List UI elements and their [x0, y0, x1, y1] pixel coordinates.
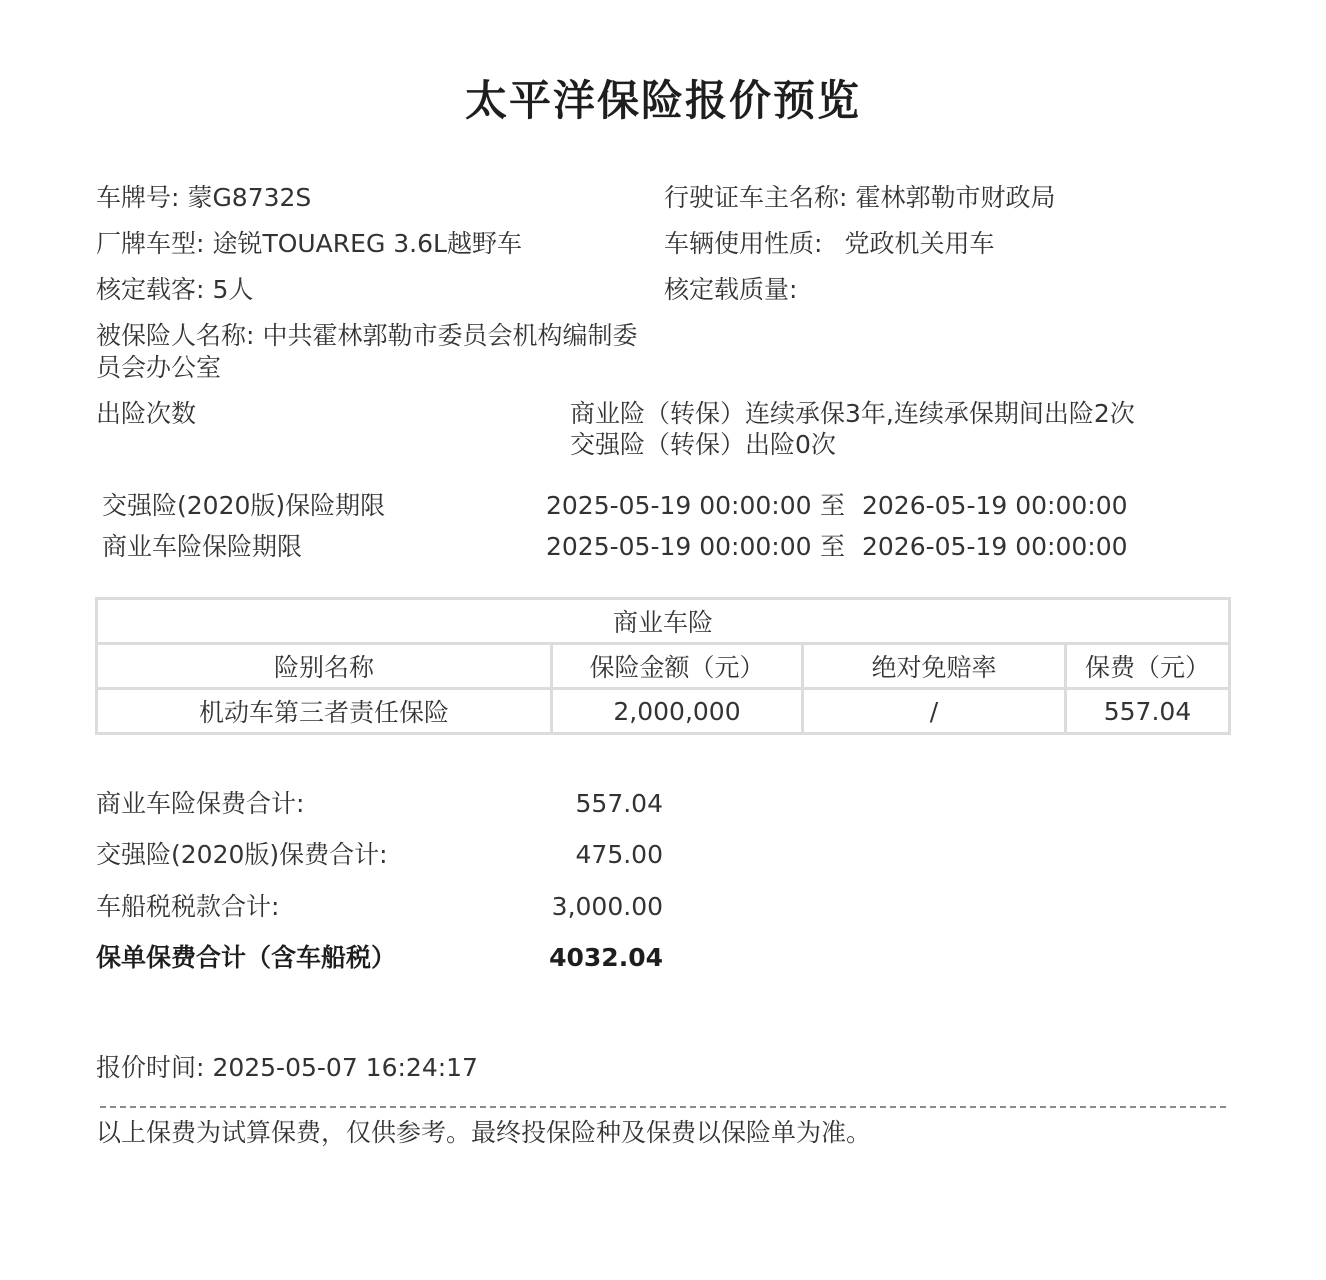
period-commercial-label: 商业车险保险期限 [102, 532, 303, 561]
seats-value: 5人 [212, 275, 254, 304]
owner-label: 行驶证车主名称: [664, 183, 848, 212]
plate-label: 车牌号: [96, 183, 180, 212]
commercial-insurance-table [95, 597, 1231, 735]
plate-value: 蒙G8732S [187, 183, 312, 212]
seats-field [96, 273, 253, 307]
header-deductible: 绝对免赔率 [803, 644, 1066, 689]
load-label: 核定载质量: [664, 275, 798, 304]
cell-deductible: / [803, 689, 1066, 734]
table-caption: 商业车险 [97, 599, 1230, 644]
usage-value: 党政机关用车 [844, 229, 995, 258]
seats-label: 核定载客: [96, 275, 205, 304]
insured-field [96, 320, 656, 384]
period-compulsory-sep: 至 [820, 491, 846, 520]
insured-label: 被保险人名称: [96, 321, 255, 350]
usage-field [664, 227, 994, 261]
sum-tax-label: 车船税税款合计: [96, 892, 280, 921]
claims-commercial: 商业险（转保）连续承保3年,连续承保期间出险2次 [570, 399, 1135, 428]
period-commercial-start: 2025-05-19 00:00:00 [546, 532, 812, 561]
disclaimer: 以上保费为试算保费，仅供参考。最终投保险种及保费以保险单为准。 [96, 1118, 872, 1147]
period-commercial-sep: 至 [820, 532, 846, 561]
cell-coverage-name: 机动车第三者责任保险 [97, 689, 552, 734]
model-field [96, 227, 522, 261]
sum-commercial-label: 商业车险保费合计: [96, 789, 305, 818]
usage-label: 车辆使用性质: [664, 229, 823, 258]
insured-value: 中共霍林郭勒市委员会机构编制委员会办公室 [96, 321, 638, 382]
sum-total-value: 4032.04 [549, 943, 663, 972]
quote-time-value: 2025-05-07 16:24:17 [212, 1053, 478, 1082]
period-commercial-end: 2026-05-19 00:00:00 [862, 532, 1128, 561]
header-coverage-name: 险别名称 [97, 644, 552, 689]
quote-time-label: 报价时间: [96, 1053, 205, 1082]
period-compulsory-end: 2026-05-19 00:00:00 [862, 491, 1128, 520]
cell-premium: 557.04 [1066, 689, 1230, 734]
dashed-divider [100, 1106, 1226, 1108]
header-premium: 保费（元） [1066, 644, 1230, 689]
sum-tax-value: 3,000.00 [551, 892, 663, 921]
quote-time-field [96, 1051, 478, 1085]
model-label: 厂牌车型: [96, 229, 205, 258]
header-sum-insured: 保险金额（元） [552, 644, 803, 689]
owner-field [664, 181, 1055, 215]
model-value: 途锐TOUAREG 3.6L越野车 [212, 229, 522, 258]
sum-commercial-value: 557.04 [575, 789, 663, 818]
owner-value: 霍林郭勒市财政局 [855, 183, 1056, 212]
plate-field [96, 181, 311, 215]
sum-compulsory-value: 475.00 [575, 840, 663, 869]
sum-total-label: 保单保费合计（含车船税） [96, 943, 397, 972]
page-title: 太平洋保险报价预览 [464, 76, 861, 125]
table-row [97, 689, 1230, 734]
claims-label: 出险次数 [96, 399, 197, 428]
table-header-row [97, 644, 1230, 689]
claims-compulsory: 交强险（转保）出险0次 [570, 430, 836, 459]
period-compulsory-label: 交强险(2020版)保险期限 [102, 491, 386, 520]
load-field [664, 273, 805, 307]
sum-compulsory-label: 交强险(2020版)保费合计: [96, 840, 388, 869]
period-compulsory-start: 2025-05-19 00:00:00 [546, 491, 812, 520]
cell-sum-insured: 2,000,000 [552, 689, 803, 734]
